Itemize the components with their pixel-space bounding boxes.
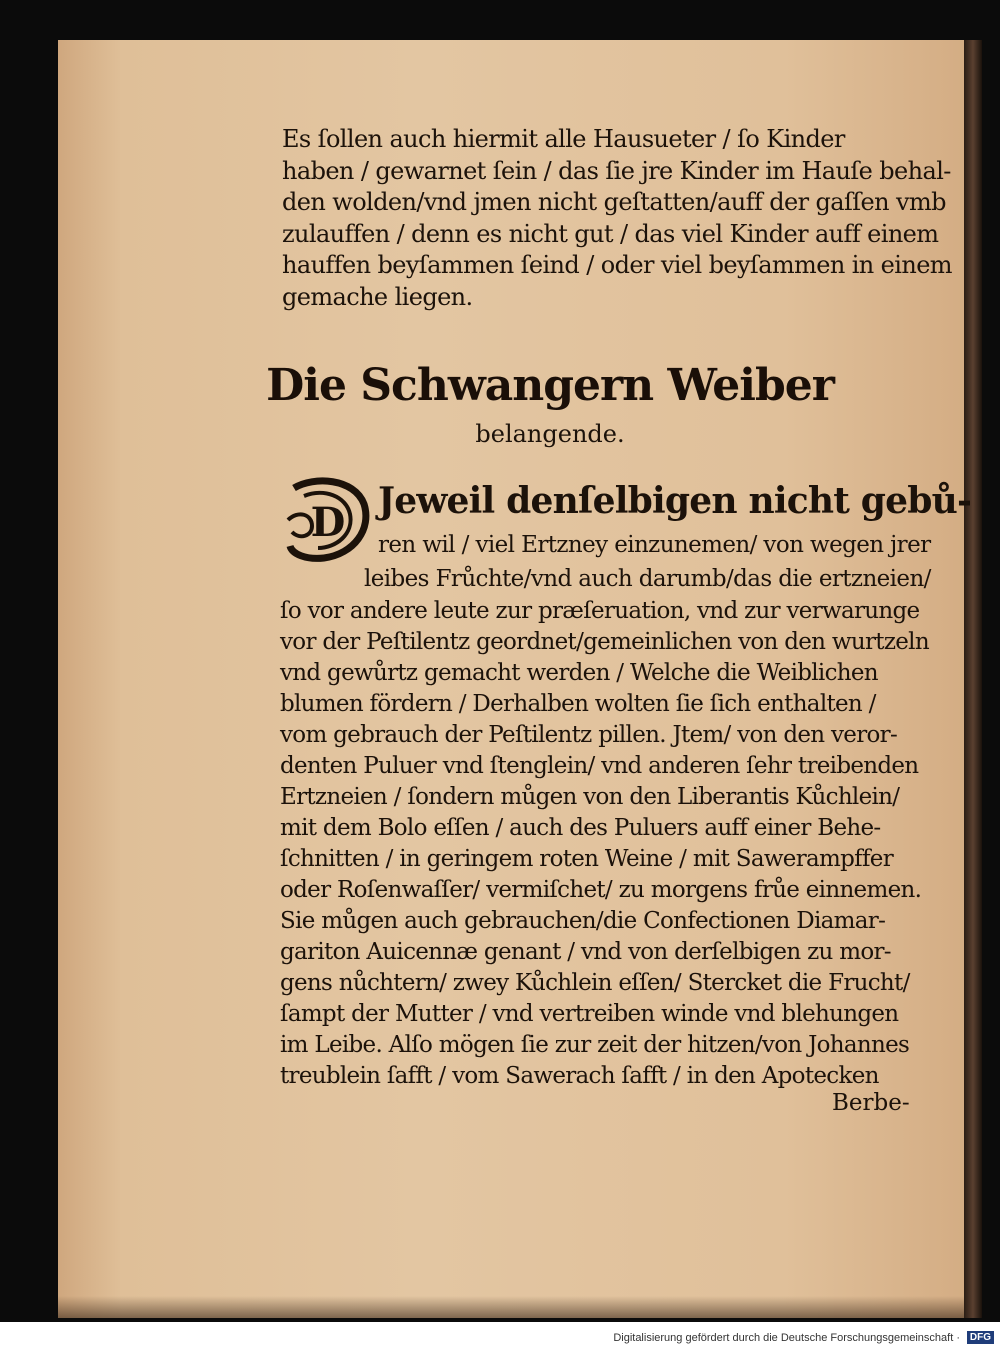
text-line: oder Roſenwaſſer/ vermiſchet/ zu morgens frůe einnemen. (280, 877, 922, 903)
text-line: Es ſollen auch hiermit alle Hausueter / ſo Kinder (282, 125, 845, 153)
text-line: gariton Auicennæ genant / vnd von derſelbigen zu mor- (280, 939, 891, 965)
text-line: gens nůchtern/ zwey Kůchlein eſſen/ Stercket die Frucht/ (280, 970, 910, 996)
text-line: im Leibe. Alſo mögen ſie zur zeit der hitzen/von Johannes (280, 1032, 910, 1058)
text-line: blumen fördern / Derhalben wolten ſie ſich enthalten / (280, 691, 876, 717)
text-line: ſampt der Mutter / vnd vertreiben winde vnd blehungen (280, 1001, 899, 1027)
text-line: hauffen beyſammen ſeind / oder viel beyſammen in einem (282, 251, 952, 279)
text-line: denten Puluer vnd ſtenglein/ vnd anderen ſehr treibenden (280, 753, 919, 779)
section-heading: Die Schwangern Weiber (266, 360, 834, 411)
text-line: zulauffen / denn es nicht gut / das viel Kinder auff einem (282, 219, 939, 248)
text-line: Ertzneien / ſondern můgen von den Liberantis Kůchlein/ (280, 784, 900, 810)
paragraph-2-second-line: ren wil / viel Ertzney einzunemen/ von wegen jrer (378, 532, 931, 558)
page-edge (964, 40, 982, 1318)
section-subheading: belangende. (475, 420, 625, 448)
footer-bar (0, 1328, 1000, 1350)
text-line: vor der Peſtilentz geordnet/gemeinlichen von den wurtzeln (280, 629, 929, 655)
funding-notice: Digitalisierung gefördert durch die Deutsche Forschungsgemeinschaft · (613, 1332, 960, 1344)
paragraph-1 (282, 124, 952, 313)
dropcap-letter: D (310, 499, 346, 546)
text-line: gemache liegen. (282, 282, 473, 311)
paragraph-2-first-line: Jeweil denſelbigen nicht gebů- (378, 480, 972, 522)
text-line: treublein ſafft / vom Sawerach ſafft / in den Apotecken (280, 1063, 879, 1089)
text-line: haben / gewarnet ſein / das ſie jre Kinder im Hauſe behal- (282, 156, 951, 185)
text-line: den wolden/vnd jmen nicht geſtatten/auff der gaſſen vmb (282, 188, 946, 216)
text-line: mit dem Bolo eſſen / auch des Puluers auff einer Behe- (280, 815, 881, 841)
text-line: ſo vor andere leute zur præſeruation, vnd zur verwarunge (280, 598, 920, 624)
catchword: Berbe- (832, 1090, 910, 1116)
text-line: vom gebrauch der Peſtilentz pillen. Jtem/ von den veror- (280, 722, 898, 748)
text-line: ſchnitten / in geringem roten Weine / mit Sawerampffer (280, 846, 893, 872)
dfg-logo: DFG (967, 1331, 994, 1344)
decorative-initial (284, 474, 372, 566)
page-bottom-shadow (58, 1296, 964, 1318)
paragraph-2 (280, 596, 929, 1092)
text-line: vnd gewůrtz gemacht werden / Welche die Weiblichen (280, 660, 878, 686)
text-line: Sie můgen auch gebrauchen/die Confectionen Diamar- (280, 908, 886, 934)
paragraph-2-third-line: leibes Frůchte/vnd auch darumb/das die ertzneien/ (364, 566, 931, 592)
